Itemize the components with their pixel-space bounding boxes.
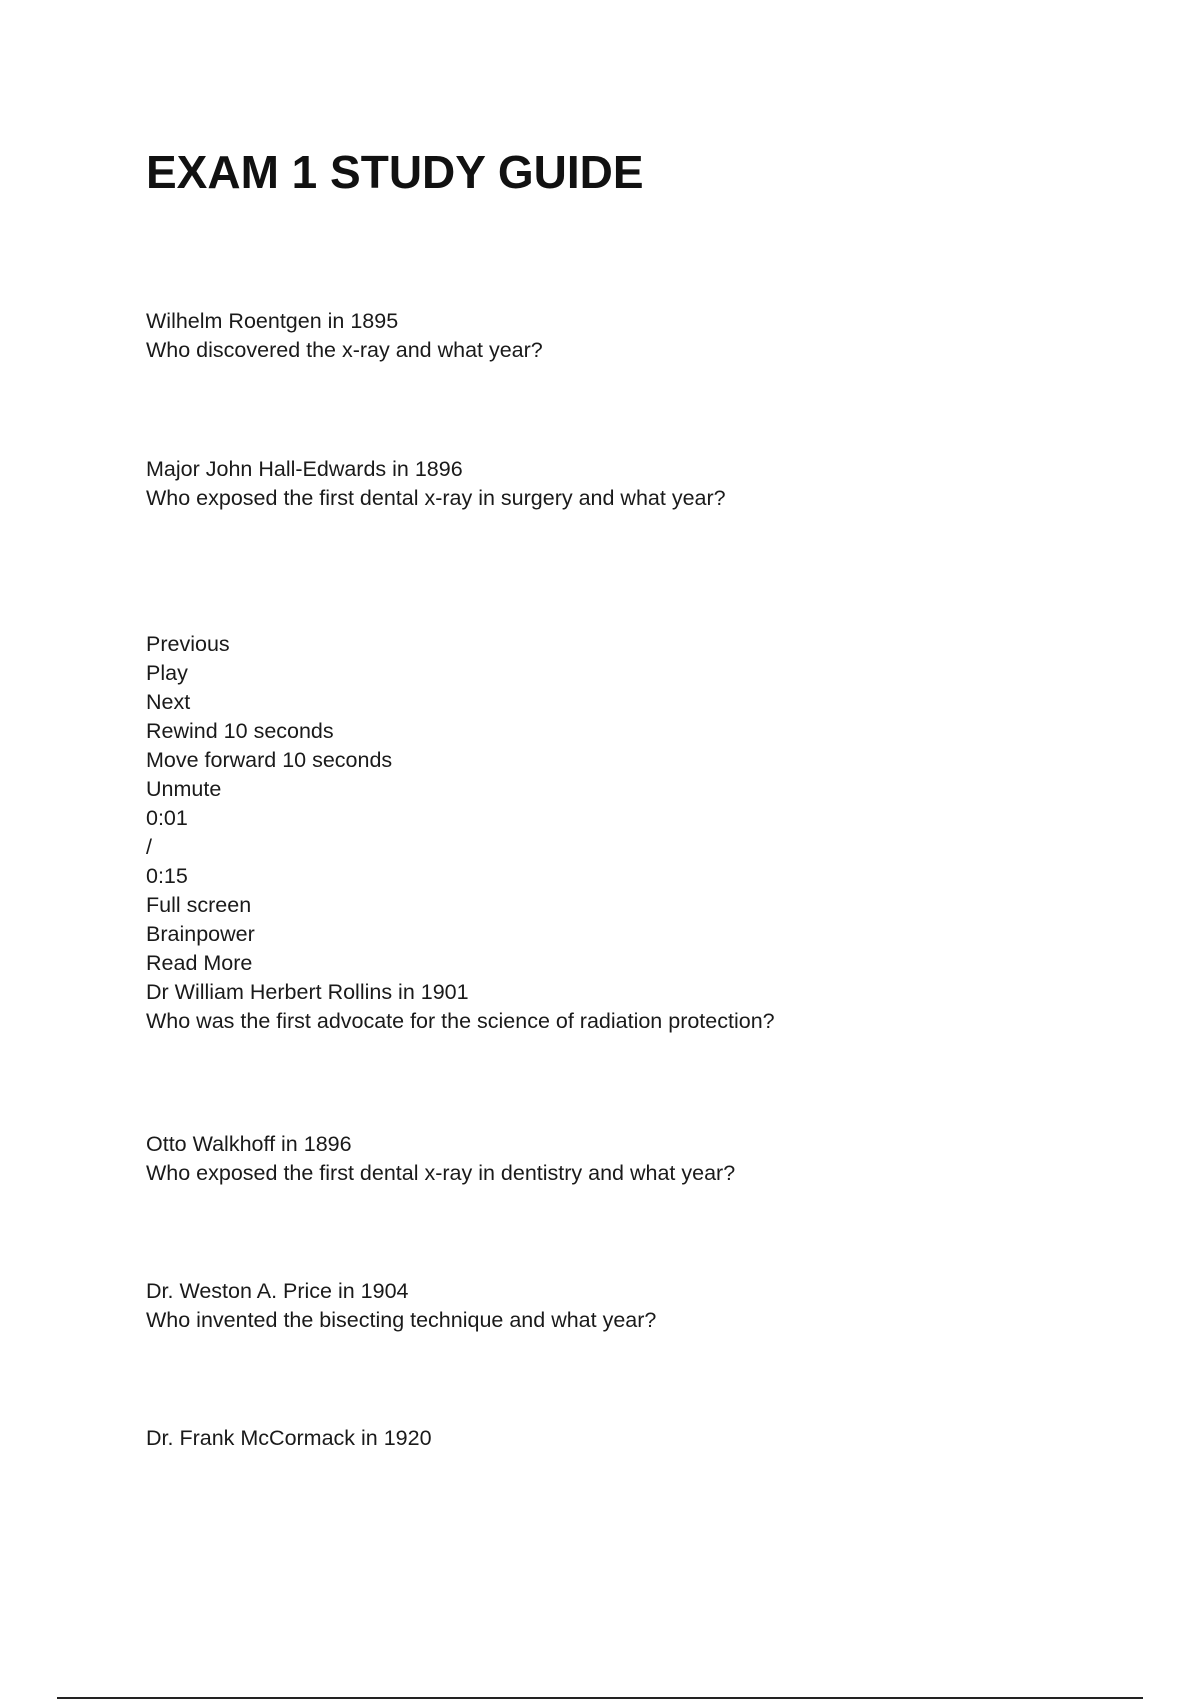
media-player-controls	[146, 630, 775, 1036]
flashcard	[146, 1130, 735, 1188]
read-more-link[interactable]: Read More	[146, 951, 253, 975]
flashcard-question: Who discovered the x-ray and what year?	[146, 338, 543, 362]
flashcard	[146, 1277, 656, 1335]
rewind-button[interactable]: Rewind 10 seconds	[146, 719, 334, 743]
flashcard-question: Who exposed the first dental x-ray in surgery and what year?	[146, 486, 726, 510]
unmute-button[interactable]: Unmute	[146, 777, 222, 801]
flashcard-answer: Wilhelm Roentgen in 1895	[146, 309, 399, 333]
flashcard-answer: Dr. Weston A. Price in 1904	[146, 1279, 409, 1303]
fullscreen-button[interactable]: Full screen	[146, 893, 252, 917]
page-title: EXAM 1 STUDY GUIDE	[146, 146, 644, 198]
flashcard	[146, 1424, 432, 1453]
flashcard	[146, 307, 543, 365]
flashcard-question: Who exposed the first dental x-ray in dentistry and what year?	[146, 1161, 736, 1185]
flashcard-answer: Major John Hall-Edwards in 1896	[146, 457, 463, 481]
next-button[interactable]: Next	[146, 690, 191, 714]
flashcard-answer: Dr William Herbert Rollins in 1901	[146, 980, 469, 1004]
flashcard-answer: Dr. Frank McCormack in 1920	[146, 1426, 432, 1450]
current-time: 0:01	[146, 806, 188, 830]
duration: 0:15	[146, 864, 188, 888]
forward-button[interactable]: Move forward 10 seconds	[146, 748, 393, 772]
flashcard-question: Who invented the bisecting technique and what year?	[146, 1308, 657, 1332]
flashcard-question: Who was the first advocate for the science of radiation protection?	[146, 1009, 775, 1033]
time-separator: /	[146, 835, 152, 859]
flashcard-answer: Otto Walkhoff in 1896	[146, 1132, 352, 1156]
play-button[interactable]: Play	[146, 661, 188, 685]
flashcard	[146, 455, 726, 513]
page-divider	[57, 1697, 1143, 1699]
previous-button[interactable]: Previous	[146, 632, 230, 656]
brand-label: Brainpower	[146, 922, 255, 946]
